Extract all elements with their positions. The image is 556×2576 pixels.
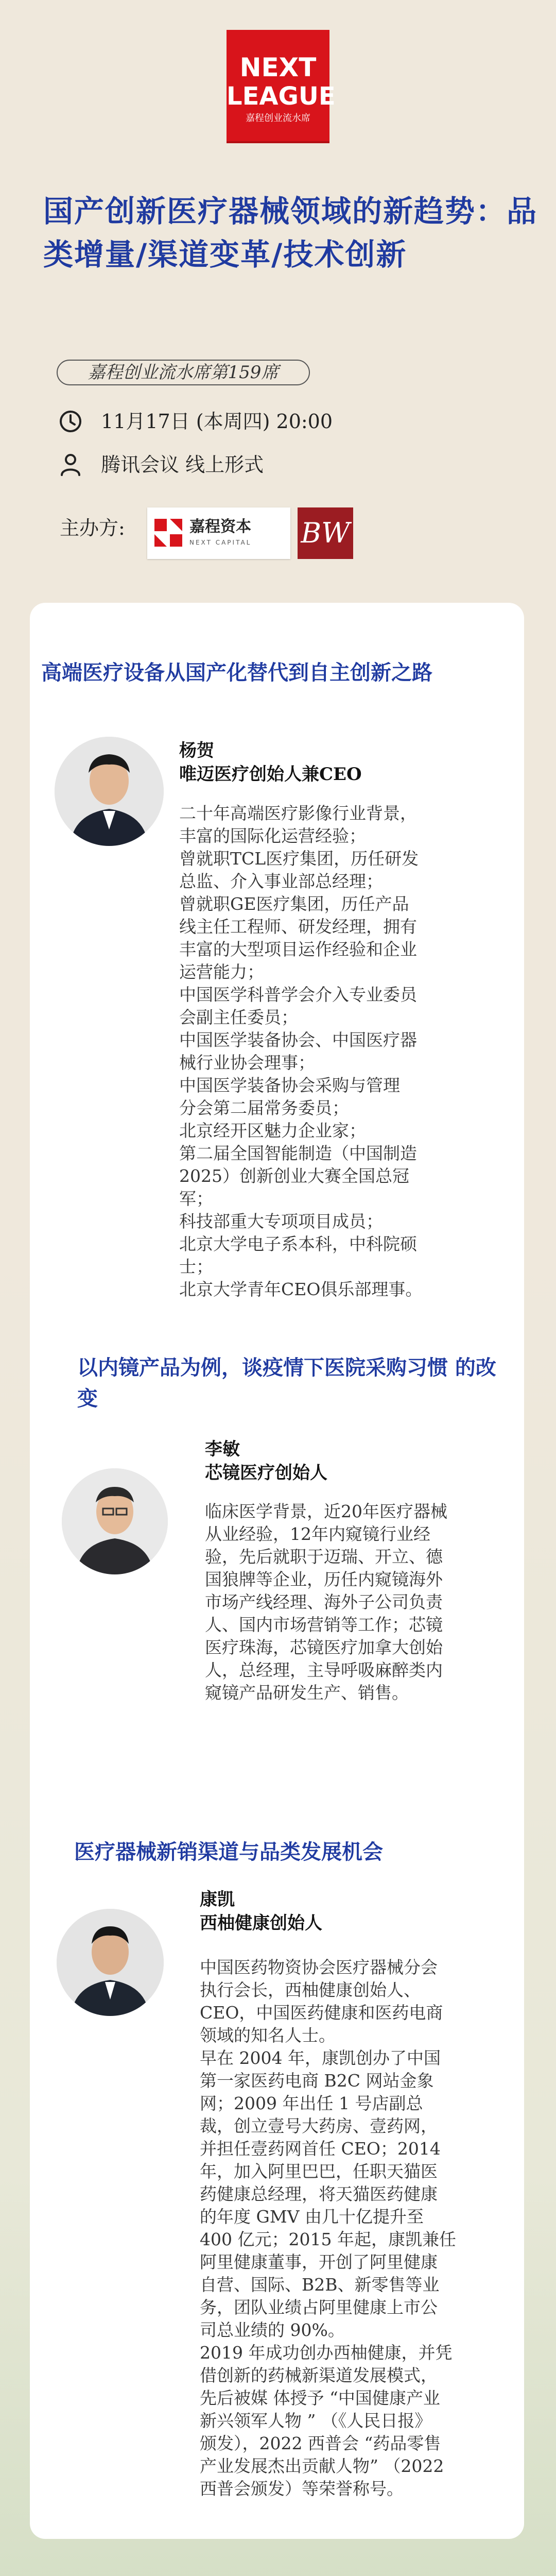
section-1-title: 高端医疗设备从国产化替代到自主创新之路: [41, 660, 432, 685]
logo-line2: LEAGUE: [227, 82, 336, 111]
speaker-1-avatar: [55, 737, 164, 846]
bw-logo: BW: [298, 507, 353, 559]
speaker-1-bio: 二十年高端医疗影像行业背景， 丰富的国际化运营经验； 曾就职TCL医疗集团，历任研发 总监、介入事业部总经理； 曾就职GE医疗集团，历任产品 线主任工程师、研发经理，拥有 丰富的大型项目运作经验和企业 运营能力； 中国医学科普学会介入专业委员 会副主任委员； 中国医学装备协会、中国医疗器 械行业协会理事； 中国医学装备协会采购与管理 分会第二届常务委员； 北京经开区魅力企业家； 第二届全国智能制造（中国制造 2025）创新创业大赛全国总冠 军； 科技部重大专项项目成员； 北京大学电子系本科，中科院硕 士； 北京大学青年CEO俱乐部理事。: [179, 803, 423, 1299]
speaker-1-portrait-icon: [55, 737, 164, 846]
speaker-2-portrait-icon: [62, 1468, 168, 1574]
next-capital-cn: 嘉程资本: [189, 518, 251, 536]
content-card: [30, 603, 524, 2539]
person-icon: [58, 452, 83, 478]
speaker-3-avatar: [57, 1909, 164, 2016]
logo-line1: NEXT: [239, 53, 317, 82]
speaker-3-role: 西柚健康创始人: [200, 1913, 322, 1934]
clock-icon: [58, 409, 83, 434]
section-3-title: 医疗器械新销渠道与品类发展机会: [74, 1840, 383, 1864]
section-2-title: 以内镜产品为例，谈疫情下医院采购习惯 的改变: [77, 1355, 496, 1411]
next-league-logo: [227, 30, 336, 141]
event-tag: 嘉程创业流水席第159席: [57, 360, 310, 385]
page-title: 国产创新医疗器械领域的新趋势：品类增量/渠道变革/技术创新: [43, 194, 538, 272]
event-venue: 腾讯会议 线上形式: [101, 453, 264, 476]
speaker-1-name: 杨贺: [179, 740, 214, 761]
next-capital-logo: [147, 507, 290, 559]
speaker-3-name: 康凯: [200, 1889, 235, 1910]
speaker-2-role: 芯镜医疗创始人: [205, 1463, 327, 1483]
logo-line3: 嘉程创业流水席: [246, 113, 310, 124]
speaker-3-bio: 中国医药物资协会医疗器械分会 执行会长，西柚健康创始人、 CEO，中国医药健康和医药电商 领域的知名人士。 早在 2004 年，康凯创办了中国 第一家医药电商 B2C 网站金象 网；2009 年出任 1 号店副总 裁，创立壹号大药房、壹药网， 并担任壹药网首任 CEO；2014 年，加入阿里巴巴，任职天猫医 药健康总经理，将天猫医药健康 的年度 GMV 由几十亿提升至 400 亿元；2015 年起，康凯兼任 阿里健康董事，开创了阿里健康 自营、国际、B2B、新零售等业 务，团队业绩占阿里健康上市公 司总业绩的 90%。 2019 年成功创办西柚健康，并凭 借创新的药械新渠道发展模式， 先后被媒 体授予 “中国健康产业 新兴领军人物 ” （《人民日报》 颁发），2022 西普会 “药品零售 产业发展杰出贡献人物” （2022 西普会颁发）等荣誉称号。: [200, 1957, 456, 2499]
host-label: 主办方:: [60, 517, 125, 539]
speaker-2-avatar: [62, 1468, 168, 1574]
speaker-1-role: 唯迈医疗创始人兼CEO: [179, 764, 362, 785]
next-capital-mark-icon: [154, 519, 182, 547]
speaker-2-bio: 临床医学背景，近20年医疗器械 从业经验，12年内窥镜行业经 验，先后就职于迈瑞、开立、德 国狼牌等企业，历任内窥镜海外 市场产线经理、海外子公司负责 人、国内市场营销等工作；芯镜 医疗珠海，芯镜医疗加拿大创始 人，总经理，主导呼吸麻醉类内 窥镜产品研发生产、销售。: [205, 1501, 447, 1703]
event-datetime: 11月17日 (本周四) 20:00: [101, 410, 333, 433]
next-capital-en: NEXT CAPITAL: [189, 539, 252, 546]
speaker-2-name: 李敏: [205, 1439, 240, 1460]
speaker-3-portrait-icon: [57, 1909, 164, 2016]
